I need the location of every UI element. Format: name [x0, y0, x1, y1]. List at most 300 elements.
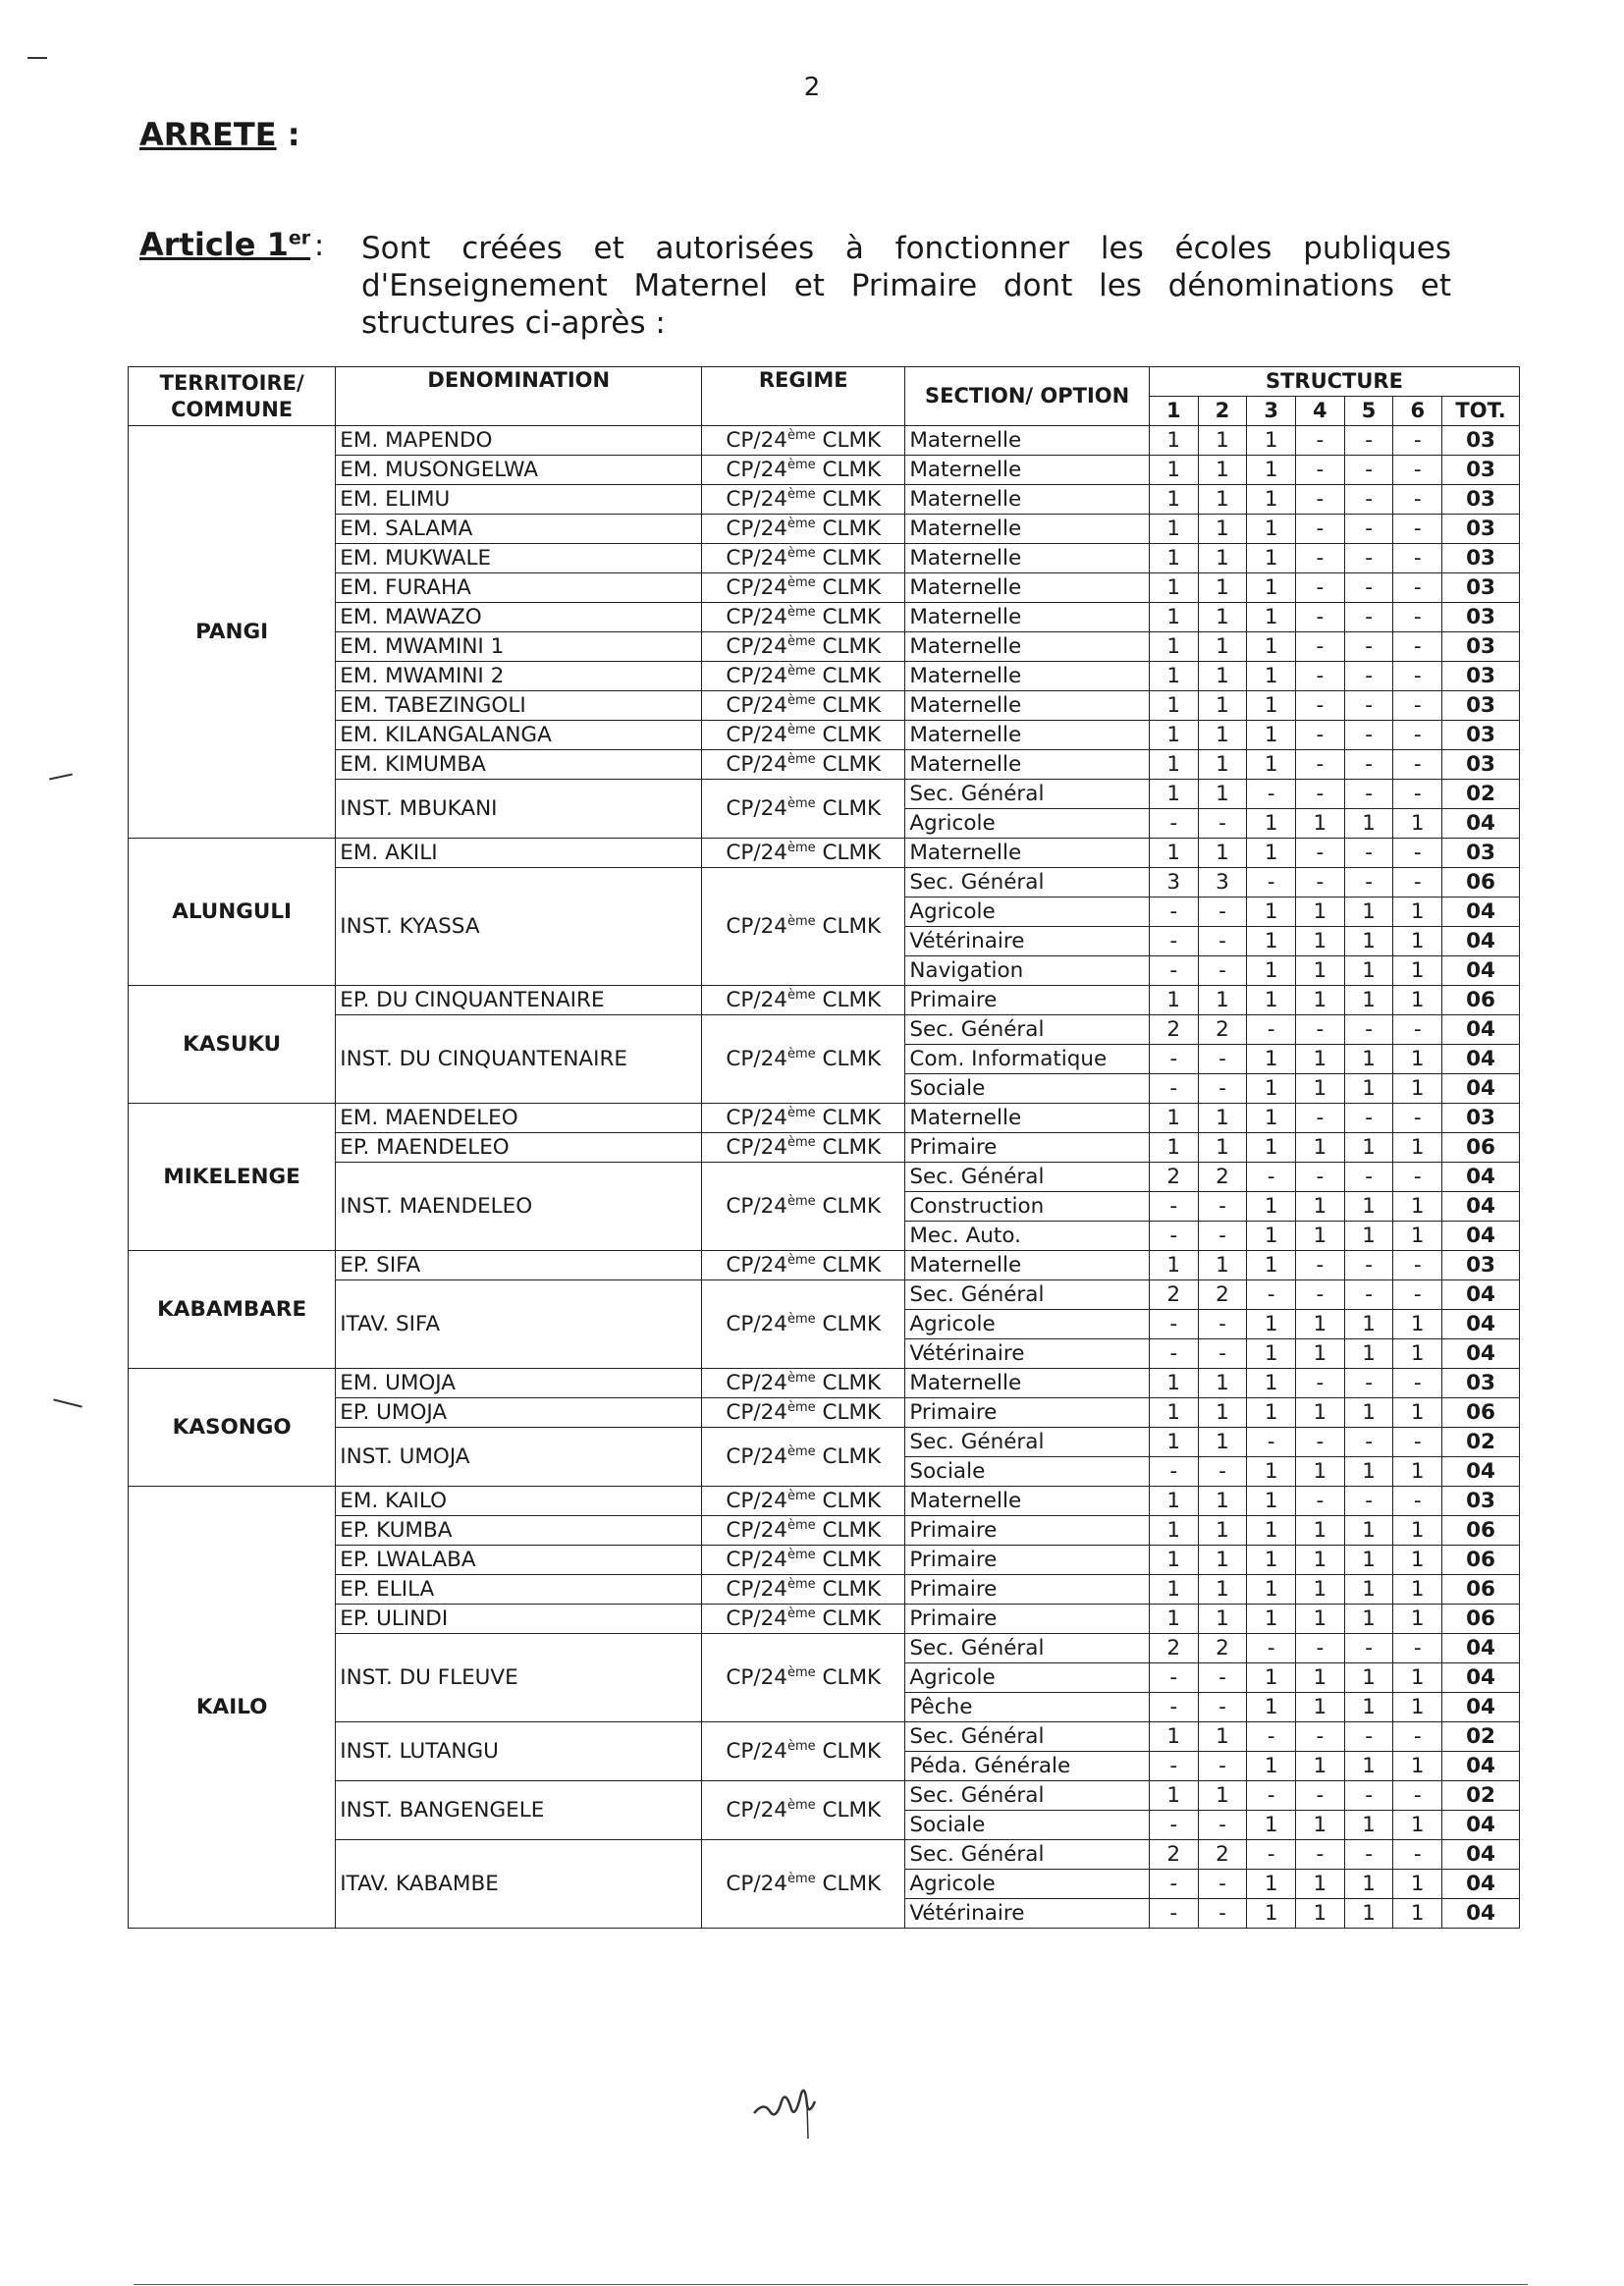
structure-cell-2: - [1198, 1339, 1247, 1369]
table-row [129, 750, 1520, 780]
territory-cell: PANGI [129, 426, 336, 839]
total-cell: 06 [1442, 1575, 1520, 1605]
regime-cell [702, 1398, 905, 1428]
denomination-cell: INST. UMOJA [336, 1428, 702, 1487]
arrete-heading [139, 116, 300, 153]
regime-superscript: ème [786, 1547, 816, 1562]
regime-cell [702, 721, 905, 750]
structure-cell-1: - [1149, 898, 1198, 927]
regime-cell [702, 1428, 905, 1487]
section-cell: Maternelle [905, 573, 1150, 603]
structure-cell-3: 1 [1247, 603, 1296, 632]
structure-cell-1: 1 [1149, 780, 1198, 809]
structure-cell-2: 1 [1198, 750, 1247, 780]
regime-suffix: CLMK [815, 575, 882, 601]
regime-superscript: ème [786, 1105, 816, 1120]
structure-cell-1: 1 [1149, 485, 1198, 515]
regime-cell [702, 544, 905, 573]
regime-prefix: CP/24 [726, 634, 787, 660]
structure-cell-3: 1 [1247, 1133, 1296, 1163]
table-row [129, 1133, 1520, 1163]
structure-cell-3: 1 [1247, 573, 1296, 603]
table-row [129, 1575, 1520, 1605]
denomination-cell: INST. DU CINQUANTENAIRE [336, 1015, 702, 1104]
structure-cell-2: 2 [1198, 1280, 1247, 1310]
structure-cell-3: 1 [1247, 632, 1296, 662]
total-cell: 04 [1442, 809, 1520, 839]
structure-cell-6: - [1393, 750, 1442, 780]
total-cell: 03 [1442, 1487, 1520, 1516]
structure-cell-5: - [1344, 1781, 1393, 1811]
structure-cell-4: 1 [1296, 927, 1345, 956]
total-cell: 02 [1442, 1781, 1520, 1811]
regime-prefix: CP/24 [726, 1400, 787, 1426]
regime-cell [702, 662, 905, 691]
header-col-5: 5 [1344, 397, 1393, 426]
denomination-cell: INST. KYASSA [336, 868, 702, 986]
section-cell: Maternelle [905, 691, 1150, 721]
structure-cell-6: - [1393, 485, 1442, 515]
structure-cell-6: 1 [1393, 1045, 1442, 1074]
table-row [129, 1104, 1520, 1133]
total-cell: 06 [1442, 1133, 1520, 1163]
structure-cell-2: 2 [1198, 1015, 1247, 1045]
total-cell: 06 [1442, 1398, 1520, 1428]
structure-cell-2: 1 [1198, 780, 1247, 809]
regime-prefix: CP/24 [726, 1739, 787, 1765]
schools-structure-table [128, 366, 1520, 1929]
structure-cell-5: 1 [1344, 1222, 1393, 1251]
structure-cell-4: - [1296, 1369, 1345, 1398]
regime-suffix: CLMK [815, 605, 882, 630]
section-cell: Construction [905, 1192, 1150, 1222]
structure-cell-5: - [1344, 485, 1393, 515]
structure-cell-1: - [1149, 1693, 1198, 1722]
structure-cell-1: - [1149, 1457, 1198, 1487]
header-structure: STRUCTURE [1149, 367, 1519, 397]
regime-superscript: ème [786, 692, 816, 708]
regime-prefix: CP/24 [726, 1606, 787, 1632]
regime-prefix: CP/24 [726, 1665, 787, 1691]
article-colon: : [314, 229, 325, 263]
regime-cell [702, 1516, 905, 1546]
regime-cell [702, 1104, 905, 1133]
structure-cell-1: 2 [1149, 1840, 1198, 1870]
structure-cell-6: 1 [1393, 1546, 1442, 1575]
structure-cell-5: 1 [1344, 1811, 1393, 1840]
regime-superscript: ème [786, 1311, 816, 1327]
section-cell: Sec. Général [905, 1428, 1150, 1457]
structure-cell-1: 1 [1149, 426, 1198, 456]
section-cell: Maternelle [905, 426, 1150, 456]
structure-cell-6: - [1393, 1280, 1442, 1310]
table-row [129, 691, 1520, 721]
structure-cell-5: - [1344, 721, 1393, 750]
structure-cell-1: 1 [1149, 515, 1198, 544]
structure-cell-4: 1 [1296, 1663, 1345, 1693]
table-row [129, 485, 1520, 515]
total-cell: 04 [1442, 1310, 1520, 1339]
regime-suffix: CLMK [815, 1665, 882, 1691]
total-cell: 02 [1442, 1428, 1520, 1457]
total-cell: 04 [1442, 1163, 1520, 1192]
regime-suffix: CLMK [815, 914, 882, 940]
table-row [129, 1369, 1520, 1398]
section-cell: Agricole [905, 898, 1150, 927]
structure-cell-1: 1 [1149, 1369, 1198, 1398]
structure-cell-1: - [1149, 1074, 1198, 1104]
structure-cell-3: - [1247, 1015, 1296, 1045]
table-row [129, 1546, 1520, 1575]
structure-cell-5: - [1344, 426, 1393, 456]
total-cell: 04 [1442, 1192, 1520, 1222]
structure-cell-4: - [1296, 632, 1345, 662]
structure-cell-1: 1 [1149, 721, 1198, 750]
structure-cell-4: - [1296, 1015, 1345, 1045]
regime-prefix: CP/24 [726, 752, 787, 778]
structure-cell-5: 1 [1344, 898, 1393, 927]
structure-cell-5: 1 [1344, 1074, 1393, 1104]
structure-cell-4: 1 [1296, 1192, 1345, 1222]
table-row [129, 426, 1520, 456]
structure-cell-4: 1 [1296, 1752, 1345, 1781]
structure-cell-4: - [1296, 662, 1345, 691]
structure-cell-4: 1 [1296, 1074, 1345, 1104]
denomination-cell: EM. AKILI [336, 839, 702, 868]
total-cell: 06 [1442, 868, 1520, 898]
structure-cell-4: 1 [1296, 1457, 1345, 1487]
regime-cell [702, 868, 905, 986]
header-col-2: 2 [1198, 397, 1247, 426]
structure-cell-5: 1 [1344, 1663, 1393, 1693]
regime-suffix: CLMK [815, 1577, 882, 1603]
structure-cell-3: 1 [1247, 1398, 1296, 1428]
denomination-cell: INST. LUTANGU [336, 1722, 702, 1781]
section-cell: Primaire [905, 1133, 1150, 1163]
structure-cell-5: 1 [1344, 1575, 1393, 1605]
structure-cell-3: 1 [1247, 809, 1296, 839]
regime-prefix: CP/24 [726, 693, 787, 719]
structure-cell-6: - [1393, 839, 1442, 868]
structure-cell-1: - [1149, 1339, 1198, 1369]
structure-cell-4: 1 [1296, 898, 1345, 927]
table-row [129, 1163, 1520, 1192]
structure-cell-1: 1 [1149, 544, 1198, 573]
territory-cell: KASUKU [129, 986, 336, 1104]
regime-prefix: CP/24 [726, 1312, 787, 1337]
structure-cell-3: 1 [1247, 1074, 1296, 1104]
section-cell: Sec. Général [905, 1840, 1150, 1870]
regime-cell [702, 839, 905, 868]
denomination-cell: EM. MUSONGELWA [336, 456, 702, 485]
structure-cell-3: - [1247, 1428, 1296, 1457]
structure-cell-3: - [1247, 1634, 1296, 1663]
structure-cell-2: 1 [1198, 1546, 1247, 1575]
denomination-cell: EM. FURAHA [336, 573, 702, 603]
structure-cell-5: 1 [1344, 956, 1393, 986]
section-cell: Vétérinaire [905, 1899, 1150, 1929]
total-cell: 03 [1442, 1369, 1520, 1398]
structure-cell-6: 1 [1393, 1605, 1442, 1634]
structure-cell-2: 1 [1198, 1133, 1247, 1163]
article-label-text [139, 226, 310, 263]
structure-cell-6: - [1393, 603, 1442, 632]
section-cell: Primaire [905, 1575, 1150, 1605]
structure-cell-2: 1 [1198, 721, 1247, 750]
structure-cell-4: 1 [1296, 1133, 1345, 1163]
structure-cell-4: - [1296, 485, 1345, 515]
margin-mark [53, 1398, 82, 1407]
denomination-cell: EM. MWAMINI 1 [336, 632, 702, 662]
regime-superscript: ème [786, 574, 816, 590]
structure-cell-3: 1 [1247, 721, 1296, 750]
structure-cell-1: 1 [1149, 1487, 1198, 1516]
regime-cell [702, 456, 905, 485]
section-cell: Maternelle [905, 603, 1150, 632]
total-cell: 03 [1442, 573, 1520, 603]
structure-cell-3: 1 [1247, 750, 1296, 780]
structure-cell-2: 1 [1198, 1487, 1247, 1516]
structure-cell-1: 1 [1149, 1546, 1198, 1575]
denomination-cell: EM. MAPENDO [336, 426, 702, 456]
structure-cell-3: 1 [1247, 515, 1296, 544]
structure-cell-4: - [1296, 750, 1345, 780]
structure-cell-2: 1 [1198, 1398, 1247, 1428]
regime-superscript: ème [786, 1193, 816, 1209]
structure-cell-1: - [1149, 1870, 1198, 1899]
regime-cell [702, 1634, 905, 1722]
structure-cell-4: 1 [1296, 1605, 1345, 1634]
structure-cell-1: - [1149, 1752, 1198, 1781]
structure-cell-3: 1 [1247, 1663, 1296, 1693]
structure-cell-1: 1 [1149, 662, 1198, 691]
denomination-cell: EM. UMOJA [336, 1369, 702, 1398]
structure-cell-4: 1 [1296, 1693, 1345, 1722]
total-cell: 03 [1442, 456, 1520, 485]
regime-prefix: CP/24 [726, 487, 787, 513]
structure-cell-1: - [1149, 956, 1198, 986]
regime-cell [702, 1575, 905, 1605]
structure-cell-5: - [1344, 1251, 1393, 1280]
section-cell: Sociale [905, 1457, 1150, 1487]
structure-cell-6: 1 [1393, 1870, 1442, 1899]
structure-cell-4: - [1296, 573, 1345, 603]
structure-cell-4: - [1296, 603, 1345, 632]
structure-cell-6: - [1393, 573, 1442, 603]
structure-cell-3: 1 [1247, 691, 1296, 721]
structure-cell-2: - [1198, 1752, 1247, 1781]
structure-cell-1: - [1149, 1310, 1198, 1339]
regime-suffix: CLMK [815, 487, 882, 513]
structure-cell-4: - [1296, 780, 1345, 809]
regime-cell [702, 1163, 905, 1251]
structure-cell-6: - [1393, 1722, 1442, 1752]
total-cell: 04 [1442, 1663, 1520, 1693]
regime-prefix: CP/24 [726, 1106, 787, 1131]
structure-cell-5: - [1344, 573, 1393, 603]
section-cell: Sec. Général [905, 1163, 1150, 1192]
regime-suffix: CLMK [815, 1312, 882, 1337]
section-cell: Primaire [905, 986, 1150, 1015]
regime-prefix: CP/24 [726, 1194, 787, 1220]
structure-cell-3: 1 [1247, 426, 1296, 456]
regime-prefix: CP/24 [726, 1518, 787, 1544]
structure-cell-2: 2 [1198, 1163, 1247, 1192]
regime-cell [702, 1840, 905, 1929]
total-cell: 03 [1442, 662, 1520, 691]
regime-cell [702, 1605, 905, 1634]
section-cell: Péda. Générale [905, 1752, 1150, 1781]
structure-cell-1: 1 [1149, 1133, 1198, 1163]
structure-cell-4: - [1296, 839, 1345, 868]
table-row [129, 1487, 1520, 1516]
section-cell: Sec. Général [905, 1781, 1150, 1811]
regime-superscript: ème [786, 1664, 816, 1680]
regime-cell [702, 1722, 905, 1781]
denomination-cell: EP. SIFA [336, 1251, 702, 1280]
structure-cell-6: 1 [1393, 1575, 1442, 1605]
regime-prefix: CP/24 [726, 1548, 787, 1573]
structure-cell-4: - [1296, 1280, 1345, 1310]
structure-cell-5: 1 [1344, 1693, 1393, 1722]
structure-cell-6: 1 [1393, 1752, 1442, 1781]
structure-cell-4: - [1296, 1781, 1345, 1811]
territory-cell: MIKELENGE [129, 1104, 336, 1251]
structure-cell-6: - [1393, 1781, 1442, 1811]
structure-cell-5: - [1344, 1280, 1393, 1310]
structure-cell-3: 1 [1247, 456, 1296, 485]
regime-superscript: ème [786, 1576, 816, 1592]
territory-cell: ALUNGULI [129, 839, 336, 986]
structure-cell-6: - [1393, 1634, 1442, 1663]
structure-cell-3: 1 [1247, 544, 1296, 573]
regime-cell [702, 485, 905, 515]
regime-suffix: CLMK [815, 723, 882, 748]
section-cell: Vétérinaire [905, 927, 1150, 956]
structure-cell-2: - [1198, 1811, 1247, 1840]
structure-cell-2: 1 [1198, 691, 1247, 721]
structure-cell-3: 1 [1247, 1605, 1296, 1634]
regime-cell [702, 1251, 905, 1280]
structure-cell-6: 1 [1393, 956, 1442, 986]
structure-cell-6: 1 [1393, 809, 1442, 839]
regime-suffix: CLMK [815, 458, 882, 483]
structure-cell-2: 2 [1198, 1634, 1247, 1663]
structure-cell-1: 1 [1149, 1575, 1198, 1605]
structure-cell-3: 1 [1247, 1104, 1296, 1133]
regime-cell [702, 1546, 905, 1575]
denomination-cell: EP. MAENDELEO [336, 1133, 702, 1163]
structure-cell-1: 1 [1149, 1781, 1198, 1811]
structure-cell-1: 1 [1149, 1722, 1198, 1752]
structure-cell-2: - [1198, 1457, 1247, 1487]
structure-cell-5: - [1344, 780, 1393, 809]
section-cell: Sec. Général [905, 868, 1150, 898]
structure-cell-2: 1 [1198, 839, 1247, 868]
denomination-cell: EP. KUMBA [336, 1516, 702, 1546]
structure-cell-4: - [1296, 868, 1345, 898]
section-cell: Primaire [905, 1546, 1150, 1575]
total-cell: 03 [1442, 485, 1520, 515]
structure-cell-5: 1 [1344, 1546, 1393, 1575]
regime-cell [702, 750, 905, 780]
table-row [129, 1428, 1520, 1457]
table-row [129, 1840, 1520, 1870]
structure-cell-1: 1 [1149, 691, 1198, 721]
denomination-cell: EP. LWALABA [336, 1546, 702, 1575]
structure-cell-1: 1 [1149, 456, 1198, 485]
total-cell: 04 [1442, 927, 1520, 956]
structure-cell-1: 1 [1149, 1104, 1198, 1133]
section-cell: Maternelle [905, 515, 1150, 544]
structure-cell-5: - [1344, 1015, 1393, 1045]
denomination-cell: EM. KAILO [336, 1487, 702, 1516]
denomination-cell: ITAV. KABAMBE [336, 1840, 702, 1929]
structure-cell-5: 1 [1344, 1752, 1393, 1781]
structure-cell-6: 1 [1393, 1693, 1442, 1722]
structure-cell-3: 1 [1247, 839, 1296, 868]
section-cell: Sec. Général [905, 1015, 1150, 1045]
total-cell: 03 [1442, 750, 1520, 780]
structure-cell-2: 1 [1198, 573, 1247, 603]
structure-cell-2: - [1198, 1899, 1247, 1929]
total-cell: 03 [1442, 691, 1520, 721]
structure-cell-2: 1 [1198, 1369, 1247, 1398]
structure-cell-1: - [1149, 1663, 1198, 1693]
structure-cell-3: - [1247, 1840, 1296, 1870]
regime-prefix: CP/24 [726, 1047, 787, 1072]
header-col-1: 1 [1149, 397, 1198, 426]
structure-cell-6: 1 [1393, 1663, 1442, 1693]
table-row [129, 456, 1520, 485]
regime-suffix: CLMK [815, 841, 882, 866]
section-cell: Agricole [905, 1663, 1150, 1693]
structure-cell-5: - [1344, 544, 1393, 573]
regime-cell [702, 426, 905, 456]
regime-suffix: CLMK [815, 1400, 882, 1426]
structure-cell-4: - [1296, 691, 1345, 721]
regime-suffix: CLMK [815, 752, 882, 778]
structure-cell-3: 1 [1247, 1899, 1296, 1929]
table-row [129, 986, 1520, 1015]
regime-cell [702, 1133, 905, 1163]
structure-cell-6: 1 [1393, 1899, 1442, 1929]
structure-cell-4: - [1296, 1104, 1345, 1133]
structure-cell-6: 1 [1393, 927, 1442, 956]
structure-cell-2: - [1198, 1663, 1247, 1693]
structure-cell-3: 1 [1247, 1192, 1296, 1222]
section-cell: Primaire [905, 1398, 1150, 1428]
structure-cell-3: 1 [1247, 485, 1296, 515]
structure-cell-4: 1 [1296, 1398, 1345, 1428]
structure-cell-1: 1 [1149, 632, 1198, 662]
structure-cell-3: 1 [1247, 1251, 1296, 1280]
section-cell: Sec. Général [905, 1634, 1150, 1663]
structure-cell-5: 1 [1344, 986, 1393, 1015]
regime-prefix: CP/24 [726, 664, 787, 689]
regime-suffix: CLMK [815, 664, 882, 689]
structure-cell-3: 1 [1247, 1045, 1296, 1074]
regime-suffix: CLMK [815, 1047, 882, 1072]
denomination-cell: EM. KIMUMBA [336, 750, 702, 780]
regime-suffix: CLMK [815, 1489, 882, 1514]
total-cell: 04 [1442, 1840, 1520, 1870]
total-cell: 04 [1442, 1222, 1520, 1251]
table-row [129, 1251, 1520, 1280]
regime-prefix: CP/24 [726, 1489, 787, 1514]
structure-cell-5: 1 [1344, 1516, 1393, 1546]
regime-suffix: CLMK [815, 634, 882, 660]
